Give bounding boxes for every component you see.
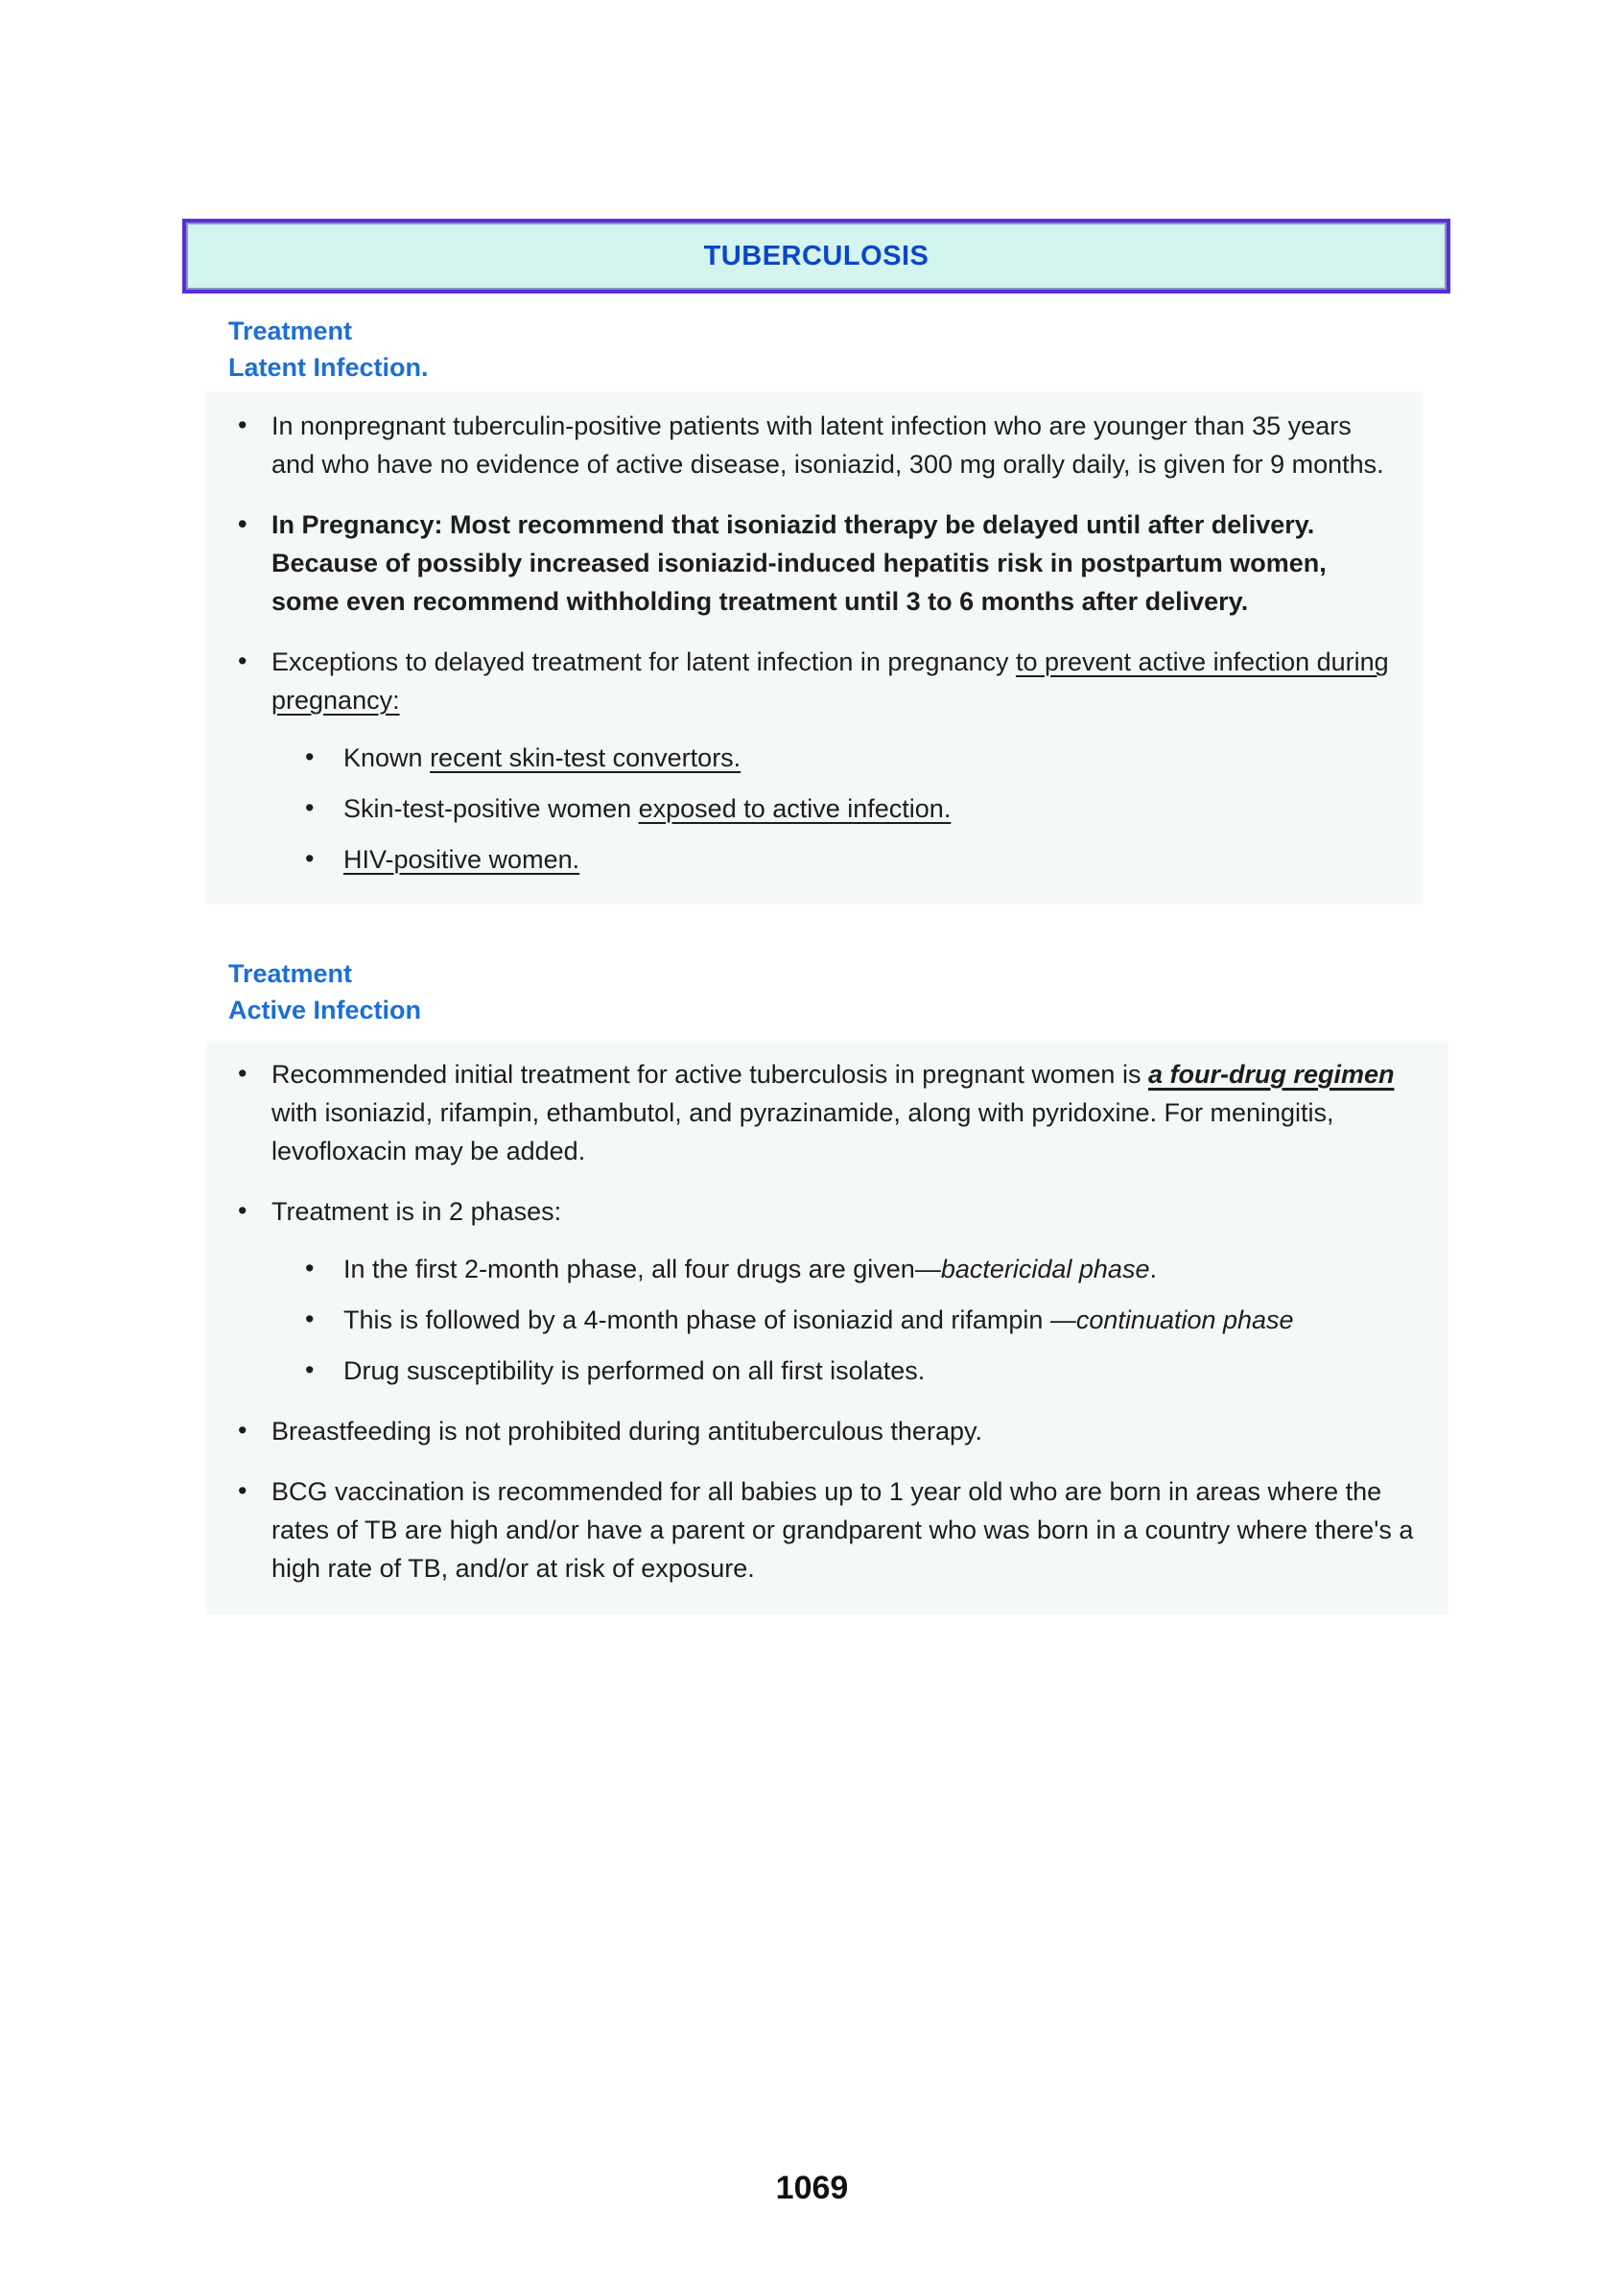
bullet-text: Treatment is in 2 phases: [271, 1196, 562, 1226]
bullet-text: Breastfeeding is not prohibited during antituberculous therapy. [271, 1416, 982, 1446]
bullet-text: BCG vaccination is recommended for all babies up to 1 year old who are born in areas where the rates of TB are high and/or have a parent or grandparent who was born in a country where there's a high rate of TB, and/or at risk of exposure. [271, 1476, 1414, 1583]
italic-phrase: continuation phase [1075, 1305, 1294, 1334]
page-title: TUBERCULOSIS [703, 240, 930, 271]
phases-sublist [271, 1251, 1424, 1391]
bullet-nonpregnant [206, 408, 1396, 484]
bullet-text: Skin-test-positive women [343, 793, 639, 823]
heading-active-infection: Active Infection [228, 996, 422, 1024]
bullet-two-phases [206, 1193, 1424, 1391]
latent-infection-panel [206, 391, 1423, 905]
bullet-in-pregnancy [206, 506, 1396, 622]
bullet-bcg-vaccination [206, 1473, 1424, 1588]
bullet-text: Recommended initial treatment for active tuberculosis in pregnant women is [271, 1060, 1148, 1089]
heading-treatment-latent: Treatment [228, 317, 353, 345]
section-heading-active [228, 955, 421, 1028]
underlined-phrase: HIV-positive women. [343, 844, 580, 874]
bullet-text: with isoniazid, rifampin, ethambutol, and pyrazinamide, along with pyridoxine. For meningitis, levofloxacin may be added. [271, 1097, 1334, 1165]
bullet-text: Known [343, 742, 431, 772]
bullet-text: . [1149, 1254, 1157, 1283]
bullet-text: In nonpregnant tuberculin-positive patients with latent infection who are younger than 35 years and who have no evidence of active disease, isoniazid, 300 mg orally daily, is given for 9 months. [271, 412, 1384, 479]
bullet-exceptions [206, 644, 1396, 880]
bullet-text: Drug susceptibility is performed on all first isolates. [343, 1355, 926, 1385]
title-banner [182, 219, 1450, 294]
bullet-text: Exceptions to delayed treatment for latent infection in pregnancy [271, 647, 1016, 676]
exceptions-sublist [271, 740, 1396, 880]
active-bullet-list [206, 1056, 1424, 1587]
underlined-phrase: to prevent active infection during pregnancy: [271, 647, 1389, 715]
sub-bullet-continuation [271, 1302, 1424, 1340]
sub-bullet-bactericidal [271, 1251, 1424, 1289]
italic-phrase: bactericidal phase [940, 1254, 1150, 1283]
heading-latent-infection: Latent Infection. [228, 353, 429, 382]
emphasized-phrase: a four-drug regimen [1147, 1060, 1395, 1089]
underlined-phrase: exposed to active infection. [638, 793, 952, 823]
active-infection-panel [206, 1041, 1448, 1614]
sub-bullet-convertors [271, 740, 1396, 778]
sub-bullet-skin-test-positive [271, 790, 1396, 829]
underlined-phrase: recent skin-test convertors. [430, 742, 741, 772]
bullet-breastfeeding [206, 1413, 1424, 1451]
sub-bullet-susceptibility [271, 1352, 1424, 1391]
page-number: 1069 [775, 2170, 849, 2206]
bullet-text: In the first 2-month phase, all four drugs are given— [343, 1254, 941, 1283]
bullet-four-drug-regimen [206, 1056, 1424, 1171]
section-heading-latent [228, 313, 429, 386]
latent-bullet-list [206, 408, 1396, 880]
heading-treatment-active: Treatment [228, 959, 353, 988]
bullet-text: This is followed by a 4-month phase of isoniazid and rifampin — [343, 1305, 1076, 1334]
bullet-text: In Pregnancy: Most recommend that isoniazid therapy be delayed until after delivery. Because of possibly increased isoniazid-induced hepatitis risk in postpartum women, some even recommend withholding treatment until 3 to 6 months after delivery. [271, 509, 1327, 616]
sub-bullet-hiv-positive [271, 841, 1396, 880]
